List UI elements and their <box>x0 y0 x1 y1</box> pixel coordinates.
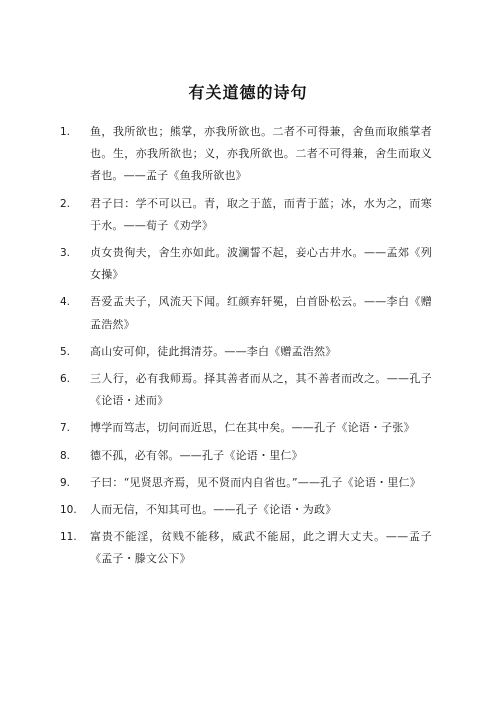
item-number: 3. <box>60 247 71 260</box>
list-item <box>60 445 432 467</box>
list-item <box>60 291 432 335</box>
item-text: 君子曰：学不可以已。青，取之于蓝，而青于蓝；冰，水为之，而寒于水。——荀子《劝学》 <box>90 196 432 232</box>
item-text: 德不孤，必有邻。——孔子《论语・里仁》 <box>90 448 303 462</box>
list-item <box>60 499 432 521</box>
page-title: 有关道德的诗句 <box>188 83 308 102</box>
item-text: 富贵不能淫，贫贱不能移，威武不能屈，此之谓大丈夫。——孟子《孟子・滕文公下》 <box>90 530 432 566</box>
list-item <box>60 341 432 363</box>
item-text: 三人行，必有我师焉。择其善者而从之，其不善者而改之。——孔子《论语・述而》 <box>90 372 432 408</box>
item-number: 6. <box>60 373 71 386</box>
item-text: 贞女贵徇夫，舍生亦如此。波澜誓不起，妾心古井水。——孟郊《列女操》 <box>90 246 432 282</box>
list-item <box>60 368 432 412</box>
list-item <box>60 121 432 188</box>
item-text: 高山安可仰，徒此揖清芬。——李白《赠孟浩然》 <box>90 344 337 358</box>
item-number: 1. <box>60 126 71 138</box>
item-text: 子曰：“见贤思齐焉，见不贤而内自省也。”——孔子《论语・里仁》 <box>90 475 421 489</box>
list-item <box>60 526 432 570</box>
item-number: 5. <box>60 345 71 358</box>
item-number: 7. <box>60 422 71 435</box>
list-item <box>60 242 432 286</box>
quote-list <box>60 121 432 571</box>
item-text: 博学而笃志，切问而近思，仁在其中矣。——孔子《论语・子张》 <box>90 421 415 435</box>
list-item <box>60 193 432 237</box>
item-text: 人而无信，不知其可也。——孔子《论语・为政》 <box>90 503 337 517</box>
list-item <box>60 417 432 439</box>
list-item <box>60 472 432 494</box>
item-number: 10. <box>60 504 77 517</box>
item-number: 4. <box>60 296 71 309</box>
item-number: 9. <box>60 476 71 489</box>
item-number: 2. <box>60 197 71 210</box>
item-text: 鱼，我所欲也；熊掌，亦我所欲也。二者不可得兼，舍鱼而取熊掌者也。生，亦我所欲也；义，亦我所欲也。二者不可得兼，舍生而取义者也。——孟子《鱼我所欲也》 <box>90 125 432 183</box>
item-text: 吾爱孟夫子，风流天下闻。红颜弃轩冕，白首卧松云。——李白《赠孟浩然》 <box>90 295 432 331</box>
item-number: 11. <box>60 531 77 544</box>
item-number: 8. <box>60 449 71 462</box>
